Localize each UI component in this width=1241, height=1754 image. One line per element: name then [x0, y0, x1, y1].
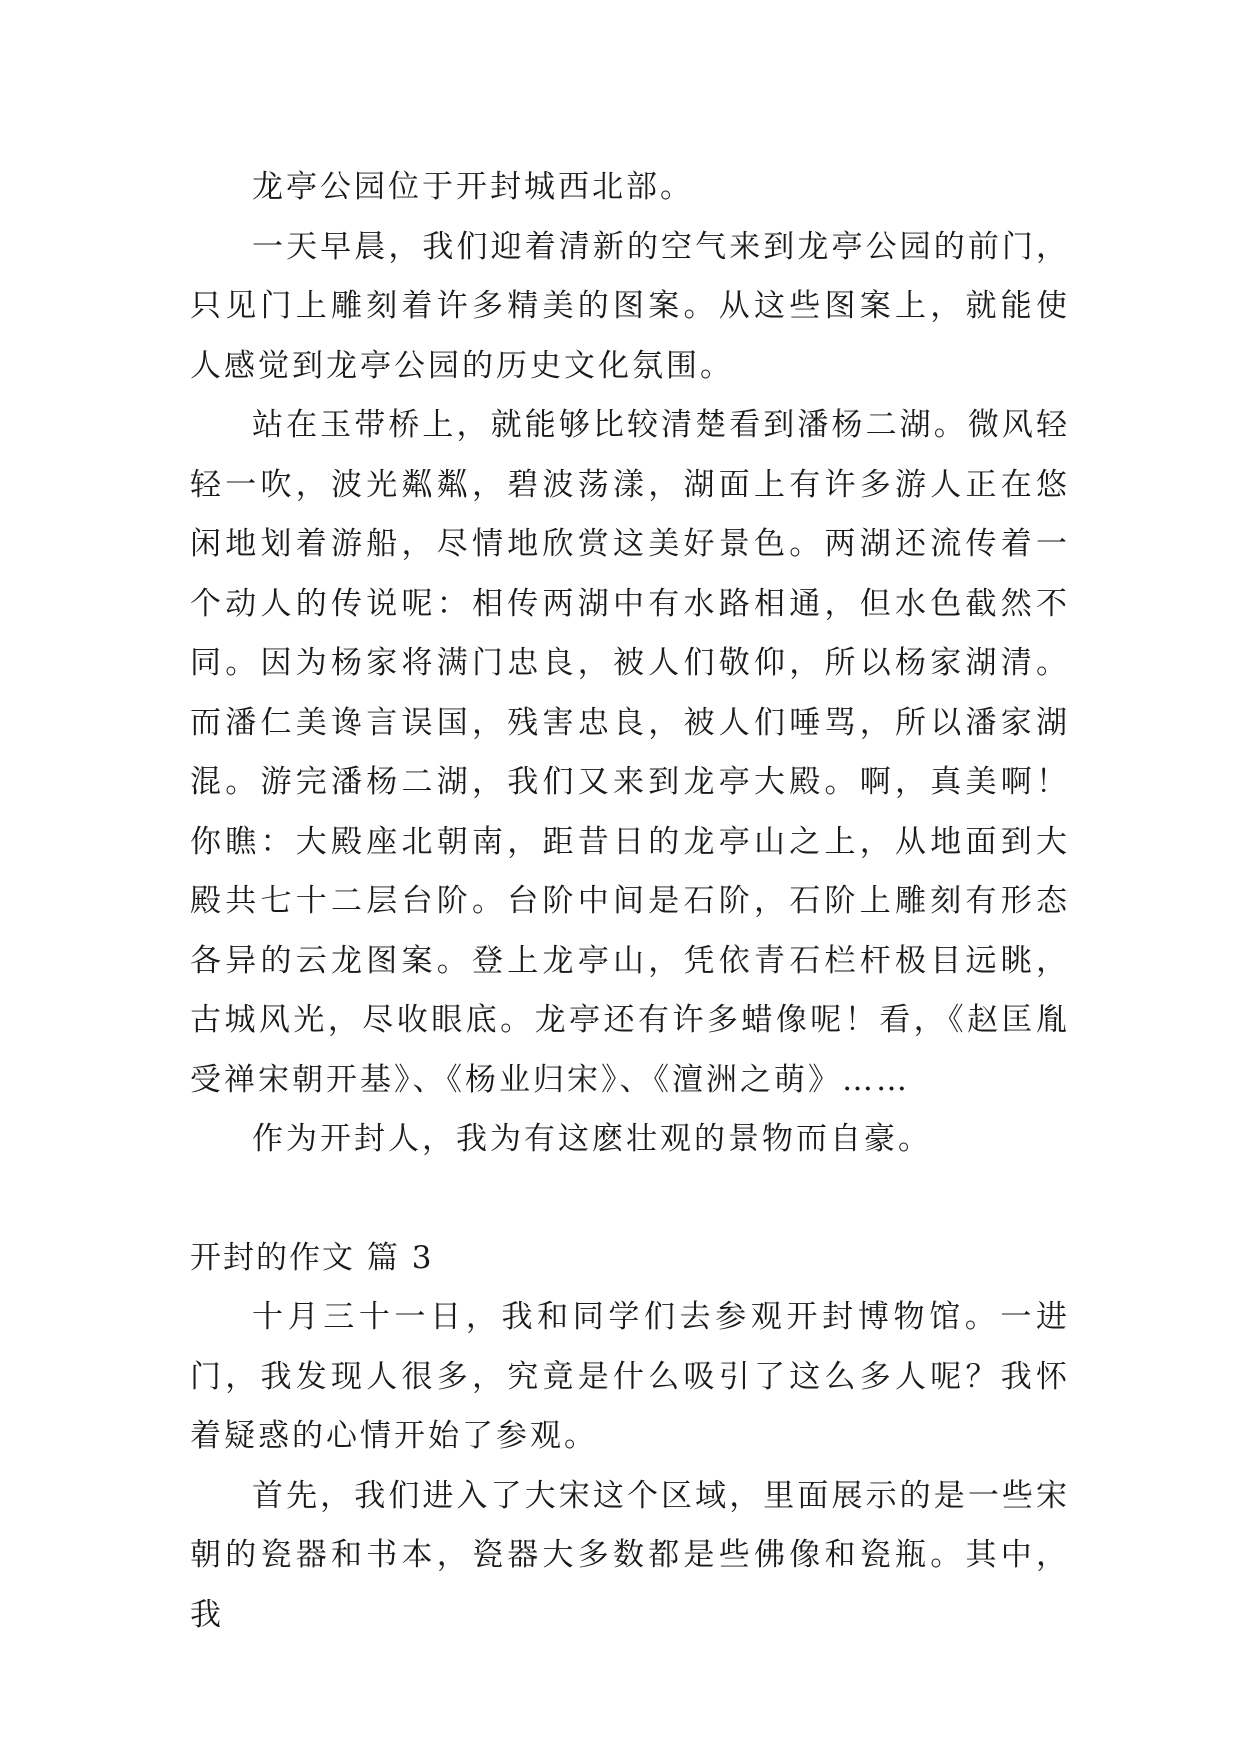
- paragraph-conclusion: 作为开封人，我为有这麽壮观的景物而自豪。: [252, 1121, 932, 1157]
- section-spacer: [190, 1170, 1070, 1229]
- paragraph-location: 龙亭公园位于开封城西北部。: [252, 169, 694, 205]
- paragraph-museum-visit: 十月三十一日，我和同学们去参观开封博物馆。一进门，我发现人很多，究竟是什么吸引了这么多人呢？我怀着疑惑的心情开始了参观。: [190, 1299, 1070, 1454]
- paragraph-front-gate: 一天早晨，我们迎着清新的空气来到龙亭公园的前门，只见门上雕刻着许多精美的图案。从这些图案上，就能使人感觉到龙亭公园的历史文化氛围。: [190, 228, 1070, 384]
- section-heading: 开封的作文 篇 3: [190, 1239, 434, 1276]
- paragraph-song-dynasty-area: 首先，我们进入了大宋这个区域，里面展示的是一些宋朝的瓷器和书本，瓷器大多数都是些佛像和瓷瓶。其中，我: [190, 1477, 1070, 1633]
- document-body: [190, 158, 1070, 1645]
- paragraph-lakes-and-hall: 站在玉带桥上，就能够比较清楚看到潘杨二湖。微风轻轻一吹，波光粼粼，碧波荡漾，湖面上有许多游人正在悠闲地划着游船，尽情地欣赏这美好景色。两湖还流传着一个动人的传说呢：相传两湖中有水路相通，但水色截然不同。因为杨家将满门忠良，被人们敬仰，所以杨家湖清。而潘仁美谗言误国，残害忠良，被人们唾骂，所以潘家湖混。游完潘杨二湖，我们又来到龙亭大殿。啊，真美啊！你瞧：大殿座北朝南，距昔日的龙亭山之上，从地面到大殿共七十二层台阶。台阶中间是石阶，石阶上雕刻有形态各异的云龙图案。登上龙亭山，凭依青石栏杆极目远眺，古城风光，尽收眼底。龙亭还有许多蜡像呢！看，《赵匡胤受禅宋朝开基》、《杨业归宋》、《澶洲之萌》……: [190, 407, 1070, 1098]
